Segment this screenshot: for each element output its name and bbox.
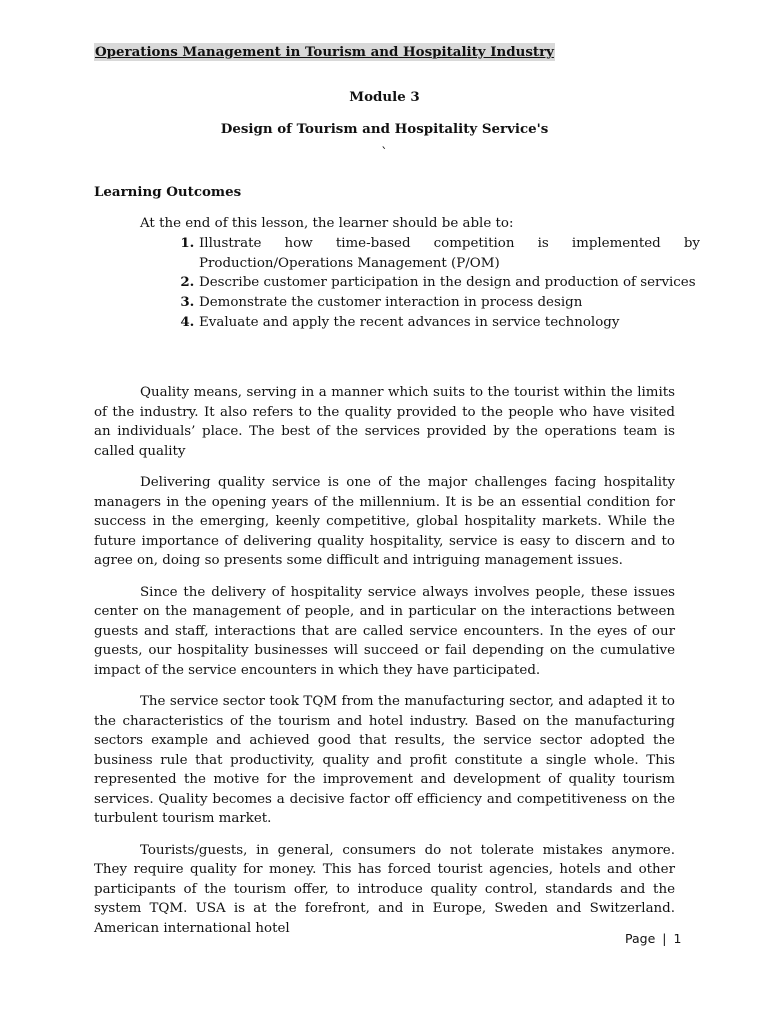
page-footer [625, 930, 685, 948]
paragraph: Quality means, serving in a manner which suits to the tourist within the limits of the industry. It also refers to the quality provided to the people who have visited an individuals’ place. The best of the services provided by the operations team is called quality [94, 385, 675, 459]
page-number: 1 [673, 931, 682, 946]
outcome-item: 3. Demonstrate the customer interaction in process design [199, 293, 700, 313]
paragraph: Delivering quality service is one of the major challenges facing hospitality managers in the opening years of the millennium. It is be an essential condition for success in the emerging, keenly competitive, global hospitality markets. While the future importance of delivering quality hospitality, service is easy to discern and to agree on, doing so presents some difficult and intriguing management issues. [94, 475, 675, 568]
outcome-item: 2. Describe customer participation in the design and production of services [199, 273, 700, 293]
outcome-item: 4. Evaluate and apply the recent advances in service technology [199, 313, 700, 333]
learning-outcomes-list [174, 234, 700, 333]
paragraph: Since the delivery of hospitality service always involves people, these issues center on the management of people, and in particular on the interactions between guests and staff, interactions that are called service encounters. In the eyes of our guests, our hospitality businesses will succeed or fail depending on the cumulative impact of the service encounters in which they have participated. [94, 584, 675, 678]
page-label: Page [625, 931, 656, 946]
paragraph: Tourists/guests, in general, consumers do not tolerate mistakes anymore. They require quality for money. This has forced tourist agencies, hotels and other participants of the tourism offer, to introduce quality control, standards and the system TQM. USA is at the forefront, and in Europe, Sweden and Switzerland. American international hotel [94, 842, 675, 936]
body-text [94, 383, 675, 950]
learning-outcomes-intro: At the end of this lesson, the learner should be able to: [140, 216, 514, 231]
module-heading: Module 3 [349, 89, 420, 105]
paragraph: The service sector took TQM from the manufacturing sector, and adapted it to the characteristics of the tourism and hotel industry. Based on the manufacturing sectors example and achieved good that results, the service sector adopted the business rule that productivity, quality and profit constitute a single whole. This represented the motive for the improvement and development of quality tourism services. Quality becomes a decisive factor off efficiency and competitiveness on the turbulent tourism market. [94, 694, 675, 826]
backtick-mark: ` [381, 146, 388, 161]
document-header: Operations Management in Tourism and Hospitality Industry [95, 44, 554, 60]
page-separator: | [662, 931, 667, 946]
document-title: Design of Tourism and Hospitality Service's [220, 121, 549, 137]
outcome-item: 1. Illustrate how time-based competition is implemented by Production/Operations Management (P/OM) [199, 234, 700, 273]
learning-outcomes-heading: Learning Outcomes [94, 184, 242, 200]
